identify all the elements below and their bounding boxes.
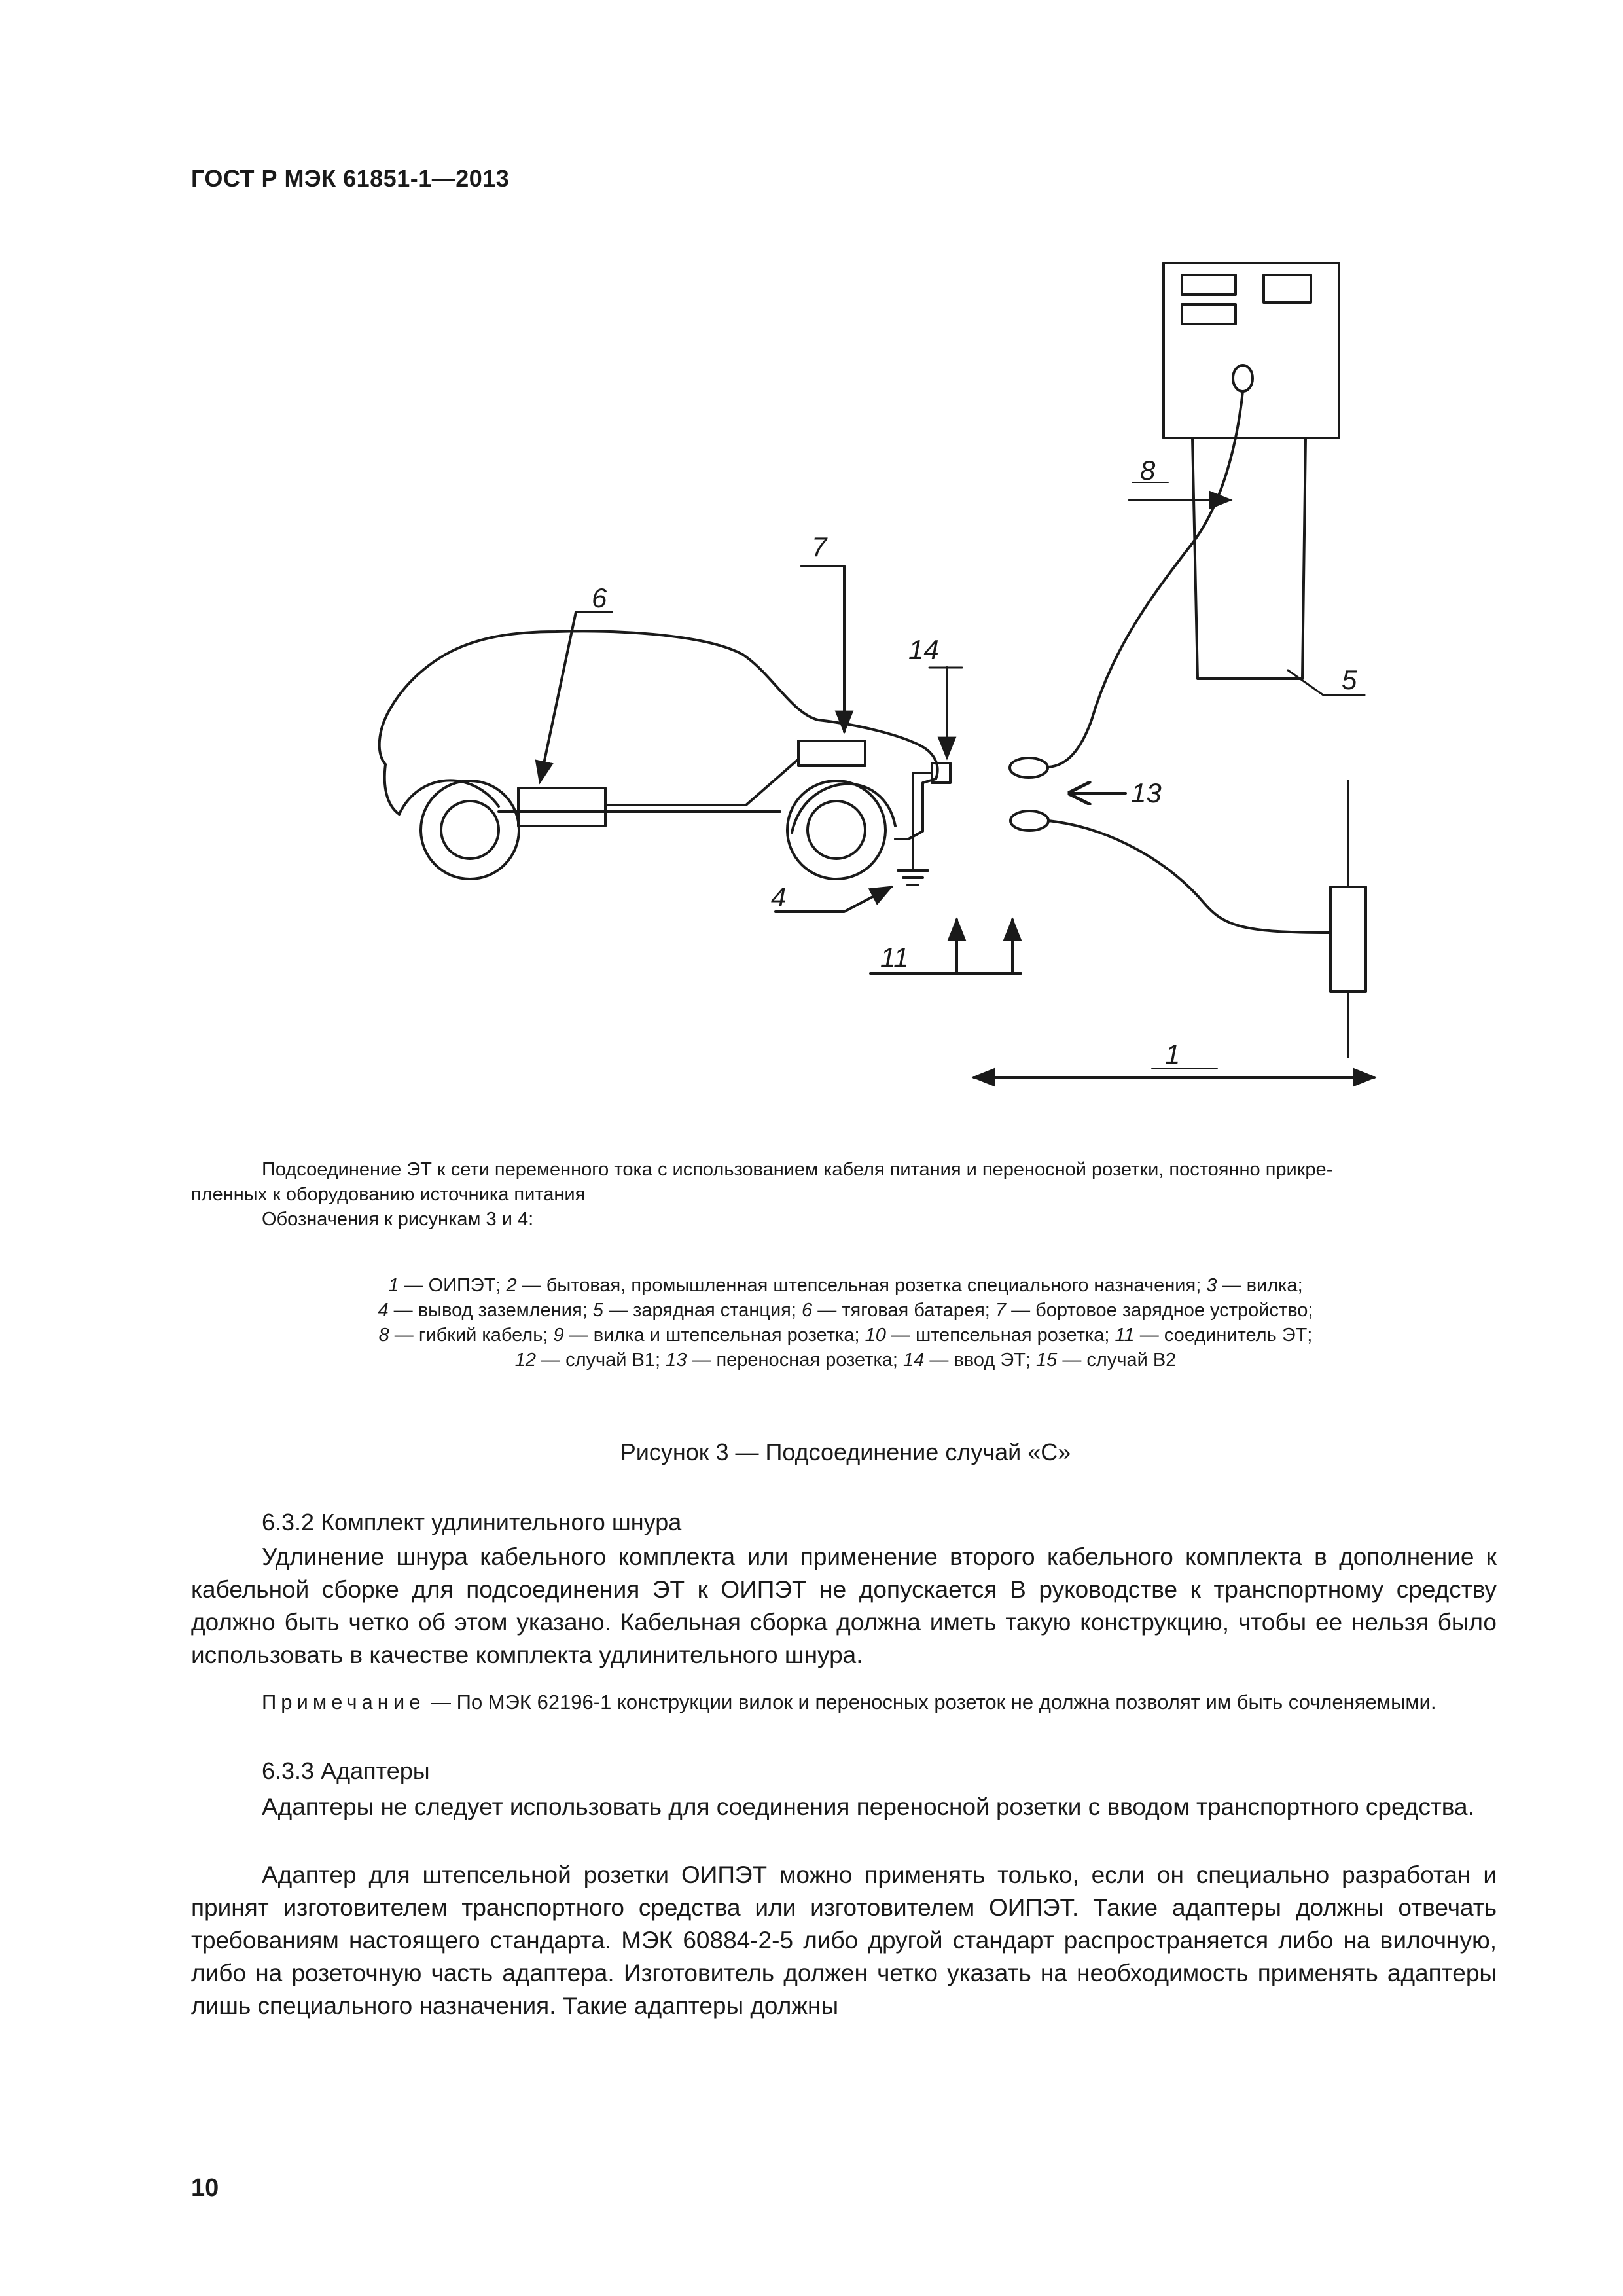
portable-socket-lower [1010, 811, 1048, 831]
label-7: 7 [812, 531, 827, 562]
legend-text: — штепсельная розетка; [885, 1325, 1115, 1346]
legend-number: 6 [802, 1300, 813, 1321]
legend-text: — вилка; [1217, 1275, 1303, 1296]
legend-text: — бортовое зарядное устройство; [1006, 1300, 1313, 1321]
legend-row [191, 1323, 1500, 1348]
note-label: Примечание [262, 1691, 425, 1713]
legend-row [191, 1273, 1500, 1298]
legend-text: — бытовая, промышленная штепсельная розетка специального назначения; [516, 1275, 1207, 1296]
charging-station [1164, 263, 1339, 679]
label-5: 5 [1342, 664, 1357, 695]
legend-text: — соединитель ЭТ; [1134, 1325, 1313, 1346]
document-header: ГОСТ Р МЭК 61851-1—2013 [191, 165, 510, 192]
section-heading-6-3-3: 6.3.3 Адаптеры [262, 1757, 430, 1784]
legend-number: 8 [378, 1325, 389, 1346]
legend-number: 3 [1206, 1275, 1217, 1296]
legend-number: 13 [666, 1350, 687, 1371]
legend-text: — случай В2 [1057, 1350, 1177, 1371]
label-11: 11 [880, 942, 909, 973]
legend-number: 4 [378, 1300, 389, 1321]
legend-text: — вилка и штепсельная розетка; [563, 1325, 865, 1346]
label-13: 13 [1131, 778, 1162, 808]
caption-line-2: пленных к оборудованию источника питания [191, 1184, 586, 1205]
car-body [380, 631, 950, 885]
paragraph-text: Адаптеры не следует использовать для соединения переносной розетки с вводом транспортного средства. [262, 1793, 1474, 1820]
legend-number: 2 [506, 1275, 517, 1296]
caption-line-3: Обозначения к рисункам 3 и 4: [262, 1209, 534, 1230]
legend-text: — ОИПЭТ; [399, 1275, 507, 1296]
page-number: 10 [191, 2174, 219, 2202]
legend-text: — случай В1; [535, 1350, 666, 1371]
legend-text: — переносная розетка; [687, 1350, 904, 1371]
legend-number: 12 [514, 1350, 536, 1371]
paragraph-6-3-3-1 [191, 1791, 1497, 1823]
label-6: 6 [592, 583, 607, 613]
legend-number: 7 [995, 1300, 1007, 1321]
label-8: 8 [1140, 455, 1156, 486]
legend-row [191, 1298, 1500, 1323]
figure-caption [191, 1157, 1500, 1232]
legend-text: — тяговая батарея; [812, 1300, 995, 1321]
legend-text: — зарядная станция; [603, 1300, 802, 1321]
legend-number: 14 [903, 1350, 925, 1371]
paragraph-text: Адаптер для штепсельной розетки ОИПЭТ можно применять только, если он специально разработан и принят изготовителем транспортного средства или изготовителем ОИПЭТ. Такие адаптеры должны отвечать требованиям настоящего стандарта. МЭК 60884-2-5 либо другой стандарт распространяется либо на вилочную, либо на розеточную часть адаптера. Изготовитель должен четко указать на необходимость применять адаптеры лишь специального назначения. Такие адаптеры должны [191, 1861, 1497, 2019]
note [191, 1689, 1497, 1716]
paragraph-6-3-3-2 [191, 1859, 1497, 2022]
legend-number: 5 [592, 1300, 603, 1321]
legend-number: 15 [1036, 1350, 1058, 1371]
label-1: 1 [1165, 1039, 1181, 1069]
portable-socket-upper [1010, 758, 1048, 778]
legend-number: 11 [1115, 1325, 1135, 1346]
legend-text: — ввод ЭТ; [924, 1350, 1037, 1371]
legend-number: 9 [553, 1325, 564, 1346]
figure-ev-connection-case-c [0, 0, 1623, 1126]
connection-diagram [0, 0, 1623, 1126]
note-text: — По МЭК 62196-1 конструкции вилок и переносных розеток не должна позволят им быть сочленяемыми. [425, 1691, 1436, 1713]
legend-text: — вывод заземления; [388, 1300, 593, 1321]
legend-number: 1 [388, 1275, 399, 1296]
section-heading-6-3-2: 6.3.2 Комплект удлинительного шнура [262, 1509, 682, 1535]
caption-line-1: Подсоединение ЭТ к сети переменного тока с использованием кабеля питания и переносной розетки, постоянно прикре- [262, 1159, 1333, 1180]
paragraph-6-3-2 [191, 1541, 1497, 1672]
label-4: 4 [771, 882, 787, 912]
label-14: 14 [908, 634, 939, 665]
legend-text: — гибкий кабель; [389, 1325, 554, 1346]
figure-title: Рисунок 3 — Подсоединение случай «С» [620, 1439, 1071, 1465]
legend-row [191, 1348, 1500, 1372]
legend-number: 10 [865, 1325, 886, 1346]
paragraph-text: Удлинение шнура кабельного комплекта или применение второго кабельного комплекта в дополнение к кабельной сборке для подсоединения ЭТ к ОИПЭТ не допускается В руководстве к транспортному средству должно быть четко об этом указано. Кабельная сборка должна иметь такую конструкцию, чтобы ее нельзя было использовать в качестве комплекта удлинительного шнура. [191, 1543, 1497, 1668]
figure-legend [191, 1273, 1500, 1372]
